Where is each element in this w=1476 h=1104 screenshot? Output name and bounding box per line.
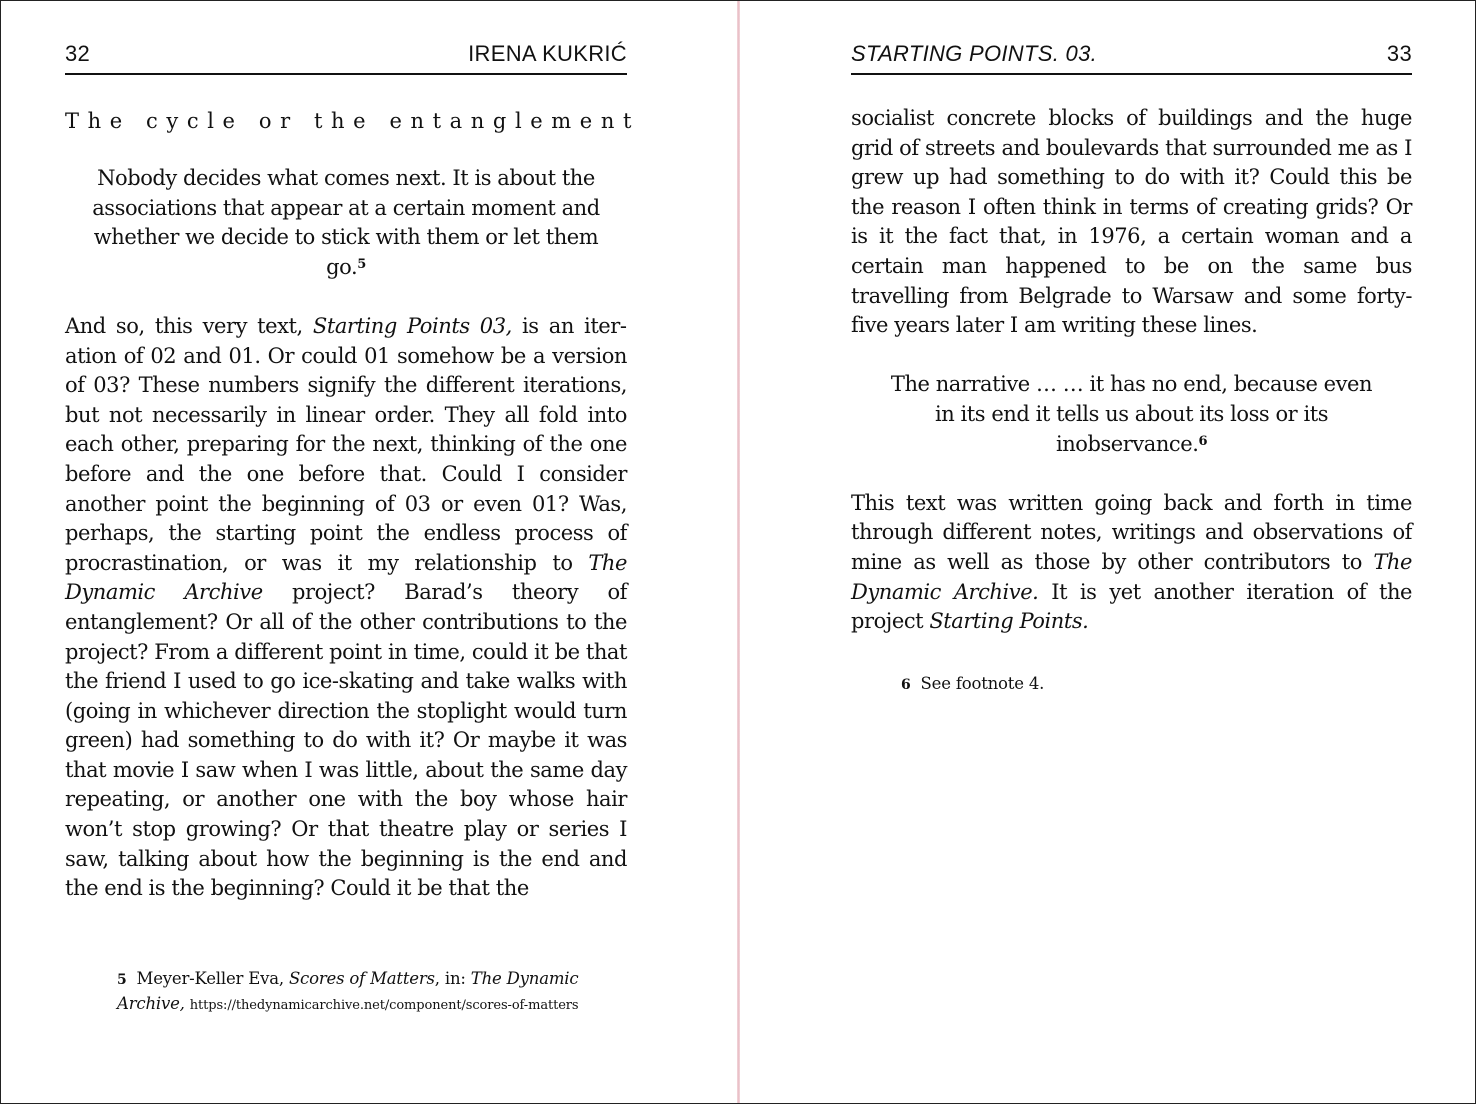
- footnote-ref-5[interactable]: 5: [357, 256, 366, 272]
- footnote-6: [901, 672, 1412, 697]
- footnote-ref-6[interactable]: 6: [1198, 433, 1208, 449]
- body-paragraph-right-2: [851, 489, 1412, 637]
- quote-text: The narrative … … it has no end, because even in its end it tells us about its loss or its inobservance.: [890, 372, 1373, 456]
- body-paragraph-right-1: socialist concrete blocks of buildings and the huge grid of streets and boulevards that surrounded me as I grew up had something to do with it? Could this be the reason I often think in terms of creating grids? Or is it the fact that, in 1976, a certain woman and a certain man happened to be on the same bus travelling from Belgrade to Warsaw and some forty-five years later I am writing these lines.: [851, 106, 1412, 338]
- epigraph-quote-5: [65, 164, 627, 282]
- footnote-5: [117, 967, 627, 1017]
- body-text-segment: This text was written going back and forth in time through different notes, writings and observations of mine as well as those by other contributors to: [851, 490, 1412, 574]
- right-running-head: [851, 41, 1412, 75]
- footnote-url-link[interactable]: https://thedynamicarchive.net/component/scores-of-matters: [189, 998, 579, 1013]
- left-page: [65, 1, 640, 1103]
- book-gutter: [737, 1, 740, 1103]
- page-number-right: 33: [1386, 41, 1412, 66]
- section-heading: The cycle or the entanglement: [65, 109, 640, 133]
- epigraph-quote-6: [851, 370, 1412, 459]
- book-title-head: STARTING POINTS. 03.: [851, 41, 1098, 66]
- work-title-italic: The Dynamic Archive.: [851, 549, 1412, 604]
- right-page: [851, 1, 1412, 1103]
- footnote-text: , in:: [434, 969, 471, 988]
- body-text-segment: And so, this very text,: [65, 313, 313, 338]
- footnote-title: Scores of Matters: [288, 969, 435, 988]
- footnote-text: Meyer-Keller Eva,: [136, 969, 289, 988]
- left-page-content: [65, 104, 640, 904]
- footnote-text: See footnote 4.: [920, 674, 1045, 693]
- work-title-italic: Starting Points 03,: [312, 313, 512, 338]
- footnote-number: 6: [901, 677, 911, 693]
- footnote-number: 5: [117, 972, 127, 988]
- work-title-italic: Starting Points.: [929, 609, 1089, 634]
- left-running-head: [65, 41, 627, 75]
- right-page-content: [851, 104, 1412, 637]
- page-number-left: 32: [65, 41, 91, 66]
- body-paragraph-left: [65, 312, 627, 904]
- footnote-source: The Dynamic Archive,: [117, 969, 579, 1013]
- body-text-segment: It is yet another iteration of the project: [851, 579, 1412, 634]
- body-text-segment: is an iteration of 02 and 01. Or could 01 somehow be a version of 03? These numbers signify the different iterations, but not necessarily in linear order. They all fold into each other, preparing for the next, thinking of the one before and the one before that. Could I consider another point the beginning of 03 or even 01? Was, perhaps, the starting point the endless process of procrastination, or was it my relationship to: [65, 313, 627, 575]
- quote-text: Nobody decides what comes next. It is about the associations that appear at a certain moment and whether we decide to stick with them or let them go.: [92, 166, 600, 279]
- work-title-italic: The Dynamic Archive: [65, 550, 627, 605]
- body-text-segment: project? Barad’s theory of entanglement? Or all of the other contributions to the project? From a different point in time, could it be that the friend I used to go ice-skating and take walks with (going in whichever direction the stoplight would turn green) had something to do with it? Or maybe it was that movie I saw when I was little, about the same day repeating, or another one with the boy whose hair won’t stop growing? Or that theatre play or series I saw, talking about how the beginning is the end and the end is the beginning? Could it be that the: [65, 580, 627, 901]
- author-name: IRENA KUKRIĆ: [468, 41, 627, 66]
